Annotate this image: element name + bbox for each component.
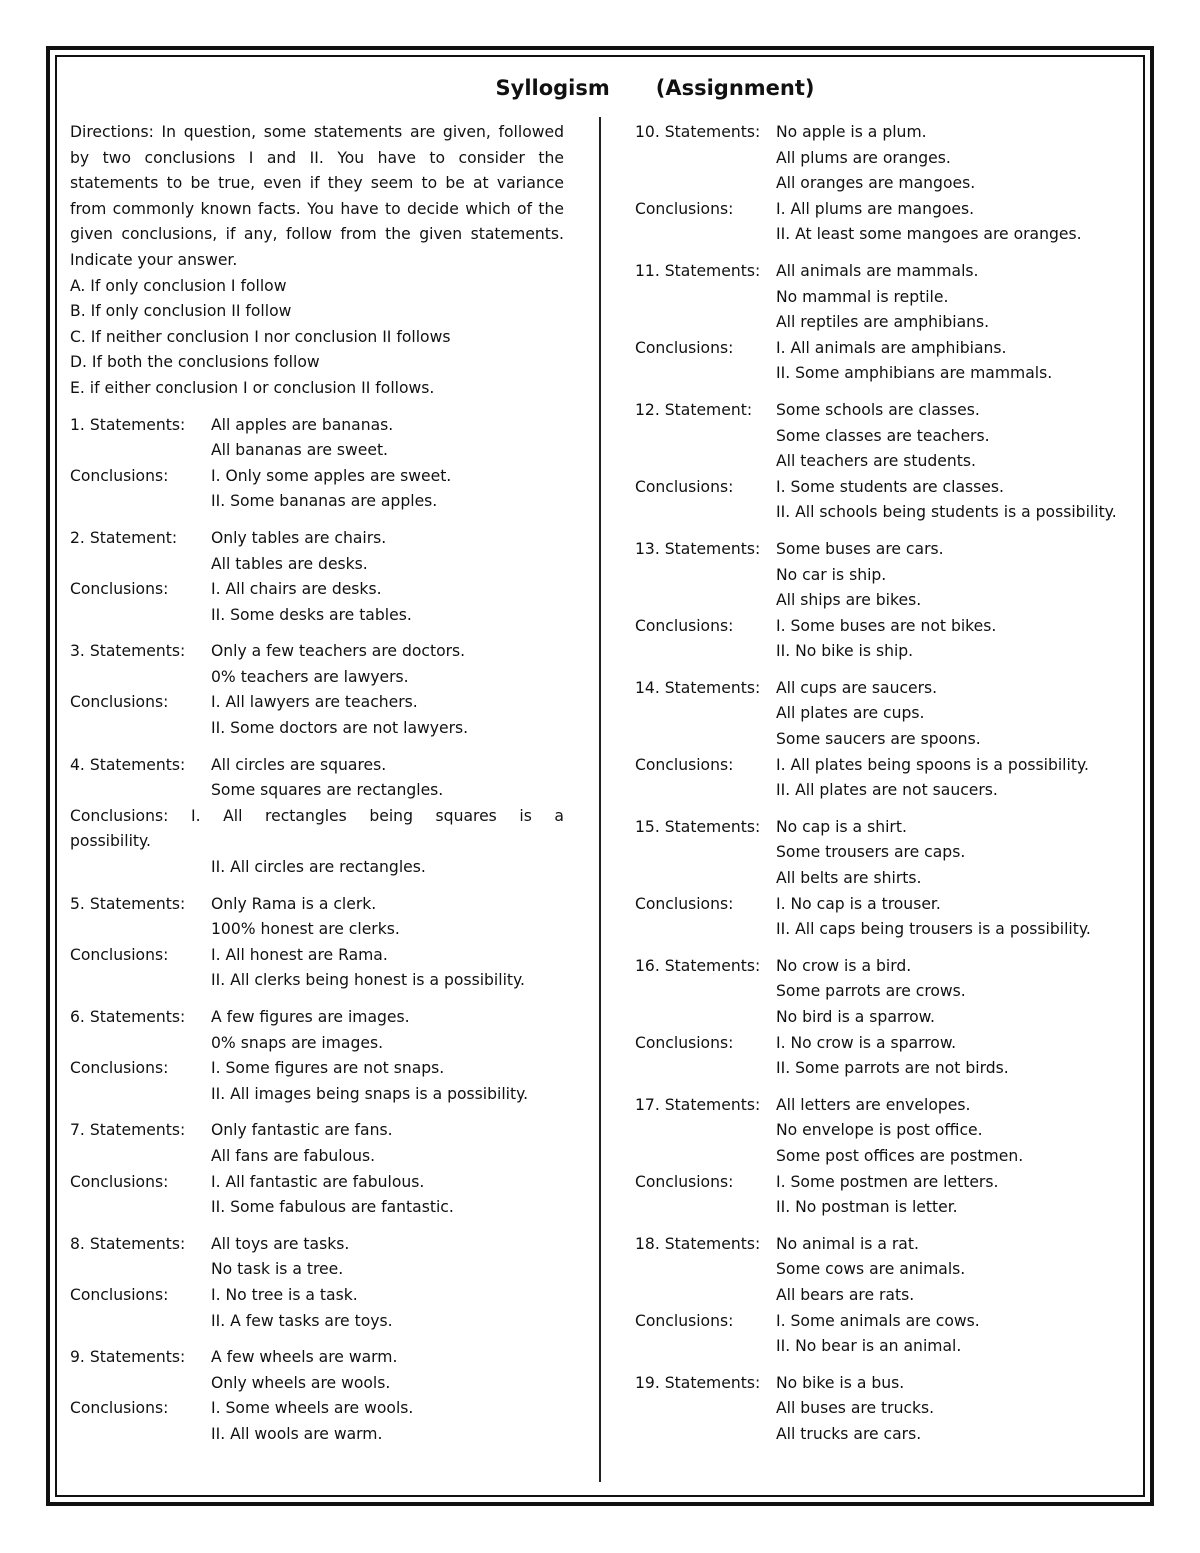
question-block: [635, 676, 1135, 804]
conclusion-row: [635, 1309, 1135, 1335]
statement-row: [635, 954, 1135, 980]
conclusion-row: [635, 1170, 1135, 1196]
statement-row: [635, 398, 1135, 424]
conclusion-row: [635, 892, 1135, 918]
conclusion-row: [70, 716, 564, 742]
question-block: [635, 398, 1135, 526]
conclusion-row: [70, 489, 564, 515]
conclusion-text: I. Some wheels are wools.: [211, 1399, 414, 1418]
column-divider: [599, 117, 601, 1482]
statement-text: A few figures are images.: [211, 1008, 410, 1026]
conclusion-row: [635, 1031, 1135, 1057]
conclusion-text: I. All chairs are desks.: [211, 580, 382, 599]
conclusion-row: [635, 1334, 1135, 1360]
conclusions-label: Conclusions:: [635, 616, 734, 635]
label-spacer: [70, 1257, 211, 1283]
label-spacer: [635, 1118, 776, 1144]
option-b: B. If only conclusion II follow: [70, 302, 292, 321]
page-title: [0, 76, 1200, 100]
conclusion-text: II. All schools being students is a possibility.: [776, 503, 1117, 522]
statement-row: [70, 917, 564, 943]
conclusion-row: [70, 1195, 564, 1221]
conclusion-text: II. Some fabulous are fantastic.: [211, 1198, 454, 1217]
label-spacer: [635, 1056, 776, 1082]
statement-text: No bike is a bus.: [776, 1373, 905, 1392]
conclusion-text: II. No bike is ship.: [776, 642, 914, 661]
statement-text: All letters are envelopes.: [776, 1095, 971, 1114]
question-block: [635, 120, 1135, 248]
question-label: 3. Statements:: [70, 642, 186, 661]
label-spacer: [635, 500, 776, 526]
statement-row: [635, 727, 1135, 753]
conclusion-row: [635, 500, 1135, 526]
label-spacer: [635, 310, 776, 336]
statement-row: [635, 1396, 1135, 1422]
statement-row: [635, 449, 1135, 475]
statement-row: [635, 1093, 1135, 1119]
answer-options: [70, 274, 564, 402]
question-label: 15. Statements:: [635, 817, 761, 836]
conclusion-row: [70, 1082, 564, 1108]
conclusions-label: Conclusions:: [635, 1311, 734, 1330]
label-spacer: [635, 840, 776, 866]
conclusion-text: I. Only some apples are sweet.: [211, 466, 452, 485]
conclusions-label: Conclusions:: [70, 1059, 169, 1078]
question-block: [635, 954, 1135, 1082]
label-spacer: [635, 449, 776, 475]
conclusion-row: [635, 475, 1135, 501]
statement-row: [635, 1257, 1135, 1283]
label-spacer: [70, 438, 211, 464]
question-block: [70, 892, 564, 994]
question-label: 4. Statements:: [70, 755, 186, 774]
conclusion-text: II. All images being snaps is a possibility.: [211, 1084, 529, 1103]
conclusion-text: I. Some students are classes.: [776, 477, 1004, 496]
title-main: Syllogism: [495, 76, 610, 100]
conclusion-row: [70, 943, 564, 969]
statement-text: 100% honest are clerks.: [211, 920, 400, 939]
statement-row: [635, 1232, 1135, 1258]
statement-row: [70, 1005, 564, 1031]
label-spacer: [635, 563, 776, 589]
statement-row: [635, 979, 1135, 1005]
question-list-left: [70, 413, 564, 1448]
question-label: 13. Statements:: [635, 539, 761, 558]
statement-row: [635, 588, 1135, 614]
statement-text: Only Rama is a clerk.: [211, 894, 377, 913]
question-label: 14. Statements:: [635, 678, 761, 697]
question-label: 7. Statements:: [70, 1121, 186, 1140]
conclusion-row: [635, 361, 1135, 387]
label-spacer: [635, 701, 776, 727]
conclusions-label: Conclusions:: [70, 945, 169, 964]
conclusions-label: Conclusions:: [635, 477, 734, 496]
statement-text: Only tables are chairs.: [211, 528, 387, 547]
question-label: 2. Statement:: [70, 528, 178, 547]
statement-row: [635, 1144, 1135, 1170]
question-label: 12. Statement:: [635, 400, 753, 419]
question-label: 16. Statements:: [635, 956, 761, 975]
statement-row: [70, 438, 564, 464]
statement-text: No car is ship.: [776, 565, 887, 584]
conclusion-row: [635, 1195, 1135, 1221]
statement-row: [70, 552, 564, 578]
statement-text: Some cows are animals.: [776, 1260, 966, 1279]
question-block: [70, 526, 564, 628]
statement-text: No envelope is post office.: [776, 1121, 983, 1140]
statement-text: No crow is a bird.: [776, 956, 912, 975]
left-column: [70, 120, 564, 1448]
statement-text: No mammal is reptile.: [776, 287, 949, 306]
conclusions-label: Conclusions:: [635, 338, 734, 357]
conclusion-text: I. No tree is a task.: [211, 1285, 358, 1304]
label-spacer: [635, 1195, 776, 1221]
conclusions-label: Conclusions:: [635, 894, 734, 913]
conclusion-row: [635, 336, 1135, 362]
conclusions-label: Conclusions:: [70, 693, 169, 712]
statement-row: [635, 537, 1135, 563]
label-spacer: [70, 917, 211, 943]
question-block: [70, 639, 564, 741]
statement-row: [70, 1144, 564, 1170]
statement-row: [635, 1371, 1135, 1397]
statement-text: 0% snaps are images.: [211, 1033, 384, 1052]
question-label: 18. Statements:: [635, 1234, 761, 1253]
conclusion-text: II. No postman is letter.: [776, 1198, 958, 1217]
question-block: [635, 1093, 1135, 1221]
conclusion-text: I. Some animals are cows.: [776, 1311, 980, 1330]
statement-row: [635, 866, 1135, 892]
conclusion-row: [635, 197, 1135, 223]
statement-text: A few wheels are warm.: [211, 1348, 398, 1367]
conclusion-text: II. At least some mangoes are oranges.: [776, 225, 1082, 244]
label-spacer: [70, 716, 211, 742]
conclusions-label: Conclusions:: [70, 466, 169, 485]
conclusion-text: I. All honest are Rama.: [211, 945, 388, 964]
statement-row: [635, 1005, 1135, 1031]
option-d: D. If both the conclusions follow: [70, 353, 320, 372]
statement-text: All trucks are cars.: [776, 1424, 922, 1443]
conclusion-text: II. No bear is an animal.: [776, 1337, 962, 1356]
conclusion-text: II. All plates are not saucers.: [776, 781, 998, 800]
conclusion-row: [70, 1422, 564, 1448]
label-spacer: [70, 1195, 211, 1221]
title-sub: (Assignment): [655, 76, 815, 100]
label-spacer: [70, 855, 211, 881]
label-spacer: [635, 285, 776, 311]
label-spacer: [635, 1396, 776, 1422]
statement-row: [70, 1371, 564, 1397]
conclusion-row: [635, 778, 1135, 804]
statement-text: Some squares are rectangles.: [211, 781, 444, 800]
question-label: 10. Statements:: [635, 123, 761, 141]
statement-text: All toys are tasks.: [211, 1234, 350, 1253]
statement-text: All cups are saucers.: [776, 678, 938, 697]
label-spacer: [635, 171, 776, 197]
statement-text: Only a few teachers are doctors.: [211, 642, 466, 661]
statement-row: [635, 285, 1135, 311]
statement-text: All tables are desks.: [211, 554, 368, 573]
conclusion-row: [635, 639, 1135, 665]
label-spacer: [635, 1334, 776, 1360]
conclusion-text: II. Some desks are tables.: [211, 605, 412, 624]
conclusions-label: Conclusions:: [70, 1285, 169, 1304]
directions-text: Directions: In question, some statements are given, followed by two conclusions I and II. You have to consider the statements to be true, even if they seem to be at variance from commonly known facts. You have to decide which of the given conclusions, if any, follow from the given statements. Indicate your answer.: [70, 123, 564, 269]
label-spacer: [635, 222, 776, 248]
conclusion-text: I. All fantastic are fabulous.: [211, 1172, 425, 1191]
question-label: 17. Statements:: [635, 1095, 761, 1114]
question-block: [635, 1232, 1135, 1360]
label-spacer: [635, 424, 776, 450]
label-spacer: [70, 1144, 211, 1170]
question-label: 6. Statements:: [70, 1008, 186, 1026]
label-spacer: [635, 146, 776, 172]
label-spacer: [635, 917, 776, 943]
conclusion-row: [70, 690, 564, 716]
statement-text: No animal is a rat.: [776, 1234, 919, 1253]
statement-text: Some post offices are postmen.: [776, 1146, 1024, 1165]
statement-row: [70, 526, 564, 552]
statement-text: All apples are bananas.: [211, 415, 394, 434]
conclusion-text: II. All caps being trousers is a possibility.: [776, 920, 1091, 939]
conclusion-row: [70, 464, 564, 490]
label-spacer: [635, 361, 776, 387]
statement-text: All circles are squares.: [211, 755, 387, 774]
label-spacer: [635, 778, 776, 804]
statement-text: No task is a tree.: [211, 1260, 344, 1279]
question-block: [635, 259, 1135, 387]
statement-row: [635, 120, 1135, 146]
label-spacer: [635, 1005, 776, 1031]
label-spacer: [70, 1031, 211, 1057]
conclusion-row: [635, 753, 1135, 779]
conclusion-text: II. A few tasks are toys.: [211, 1311, 393, 1330]
statement-text: No bird is a sparrow.: [776, 1008, 935, 1026]
question-label: 5. Statements:: [70, 894, 186, 913]
option-a: A. If only conclusion I follow: [70, 276, 287, 295]
conclusion-row: [70, 1396, 564, 1422]
statement-text: Some schools are classes.: [776, 400, 980, 419]
statement-row: [70, 1031, 564, 1057]
question-block: [70, 1232, 564, 1334]
statement-row: [70, 639, 564, 665]
question-label: 9. Statements:: [70, 1348, 186, 1367]
label-spacer: [635, 727, 776, 753]
label-spacer: [70, 1371, 211, 1397]
conclusion-row: [70, 968, 564, 994]
label-spacer: [70, 665, 211, 691]
label-spacer: [70, 552, 211, 578]
statement-row: [635, 840, 1135, 866]
question-list-right: [635, 120, 1135, 1448]
question-block: [635, 537, 1135, 665]
statement-text: Only fantastic are fans.: [211, 1121, 393, 1140]
conclusions-label: Conclusions:: [635, 755, 734, 774]
conclusion-text-continued: possibility.: [70, 832, 151, 851]
conclusion-text: II. Some parrots are not birds.: [776, 1059, 1009, 1078]
conclusion-text: I. Some postmen are letters.: [776, 1172, 999, 1191]
conclusion-text: II. All circles are rectangles.: [211, 858, 426, 877]
conclusion-row: [70, 1170, 564, 1196]
question-block: [70, 1005, 564, 1107]
statement-row: [70, 413, 564, 439]
label-spacer: [70, 778, 211, 804]
conclusion-text: I. Some buses are not bikes.: [776, 616, 997, 635]
statement-row: [70, 778, 564, 804]
conclusion-text: I. All plates being spoons is a possibility.: [776, 755, 1089, 774]
statement-row: [635, 1118, 1135, 1144]
statement-row: [70, 753, 564, 779]
statement-row: [635, 815, 1135, 841]
statement-row: [635, 259, 1135, 285]
conclusion-row: [70, 603, 564, 629]
question-label: 11. Statements:: [635, 261, 761, 280]
conclusions-label: Conclusions:: [70, 1399, 169, 1418]
statement-row: [70, 1118, 564, 1144]
statement-text: All bananas are sweet.: [211, 441, 389, 460]
label-spacer: [635, 1422, 776, 1448]
statement-row: [70, 1257, 564, 1283]
conclusion-text: II. Some bananas are apples.: [211, 492, 438, 511]
statement-text: All animals are mammals.: [776, 261, 979, 280]
statement-row: [635, 1283, 1135, 1309]
statement-text: All belts are shirts.: [776, 869, 922, 888]
statement-row: [70, 665, 564, 691]
question-label: 8. Statements:: [70, 1234, 186, 1253]
conclusion-row: [635, 222, 1135, 248]
conclusion-row: [70, 1309, 564, 1335]
statement-row: [635, 146, 1135, 172]
statement-row: [635, 171, 1135, 197]
right-column: [635, 120, 1135, 1448]
conclusion-text: II. All clerks being honest is a possibility.: [211, 971, 525, 990]
statement-text: All buses are trucks.: [776, 1399, 935, 1418]
label-spacer: [70, 1422, 211, 1448]
statement-row: [70, 1345, 564, 1371]
statement-row: [635, 701, 1135, 727]
statement-text: All fans are fabulous.: [211, 1146, 376, 1165]
question-block: [635, 1371, 1135, 1448]
conclusion-row: [635, 1056, 1135, 1082]
statement-row: [70, 1232, 564, 1258]
statement-row: [635, 676, 1135, 702]
conclusions-label: Conclusions:: [70, 580, 169, 599]
statement-row: [635, 1422, 1135, 1448]
label-spacer: [70, 1082, 211, 1108]
statement-text: Some saucers are spoons.: [776, 730, 981, 749]
option-e: E. if either conclusion I or conclusion II follows.: [70, 378, 435, 397]
label-spacer: [70, 489, 211, 515]
statement-text: All bears are rats.: [776, 1285, 915, 1304]
conclusions-label: Conclusions:: [635, 1172, 734, 1191]
question-label: 19. Statements:: [635, 1373, 761, 1392]
conclusion-text: I. No crow is a sparrow.: [776, 1033, 957, 1052]
conclusion-text: I. All plums are mangoes.: [776, 199, 975, 218]
statement-row: [635, 424, 1135, 450]
statement-text: No cap is a shirt.: [776, 817, 907, 836]
conclusion-text: I. No cap is a trouser.: [776, 894, 941, 913]
label-spacer: [635, 866, 776, 892]
statement-text: No apple is a plum.: [776, 123, 927, 141]
conclusion-wrapped: [70, 804, 564, 830]
statement-row: [635, 563, 1135, 589]
label-spacer: [635, 1257, 776, 1283]
statement-row: [635, 310, 1135, 336]
question-block: [70, 1345, 564, 1447]
conclusion-row: [70, 1283, 564, 1309]
question-block: [70, 413, 564, 515]
conclusions-label: Conclusions:: [635, 199, 734, 218]
conclusion-row: [70, 855, 564, 881]
statement-text: All ships are bikes.: [776, 591, 922, 610]
question-block: [635, 815, 1135, 943]
statement-text: 0% teachers are lawyers.: [211, 667, 409, 686]
label-spacer: [635, 588, 776, 614]
conclusion-row: [635, 614, 1135, 640]
statement-text: All teachers are students.: [776, 452, 976, 471]
label-spacer: [70, 1309, 211, 1335]
statement-row: [70, 892, 564, 918]
conclusion-text-part: I. All rectangles being squares is a: [190, 806, 564, 825]
label-spacer: [70, 968, 211, 994]
directions: [70, 120, 564, 402]
conclusion-row: [635, 917, 1135, 943]
conclusions-label: Conclusions:: [635, 1033, 734, 1052]
statement-text: Some buses are cars.: [776, 539, 944, 558]
question-label: 1. Statements:: [70, 415, 186, 434]
conclusion-text: I. All animals are amphibians.: [776, 338, 1007, 357]
statement-text: All reptiles are amphibians.: [776, 313, 990, 332]
label-spacer: [635, 1283, 776, 1309]
statement-text: All oranges are mangoes.: [776, 174, 976, 193]
conclusion-text: II. All wools are warm.: [211, 1424, 383, 1443]
statement-text: All plums are oranges.: [776, 148, 951, 167]
question-block: [70, 753, 564, 881]
statement-text: Some parrots are crows.: [776, 982, 966, 1001]
statement-text: Some trousers are caps.: [776, 843, 966, 862]
statement-text: All plates are cups.: [776, 704, 925, 723]
conclusion-row: [70, 1056, 564, 1082]
conclusion-text: II. Some amphibians are mammals.: [776, 364, 1053, 383]
label-spacer: [635, 1144, 776, 1170]
option-c: C. If neither conclusion I nor conclusion II follows: [70, 327, 451, 346]
conclusions-label: Conclusions:: [70, 806, 169, 825]
statement-text: Some classes are teachers.: [776, 426, 990, 445]
label-spacer: [635, 639, 776, 665]
label-spacer: [70, 603, 211, 629]
conclusions-label: Conclusions:: [70, 1172, 169, 1191]
conclusion-text: II. Some doctors are not lawyers.: [211, 719, 469, 738]
statement-text: Only wheels are wools.: [211, 1373, 391, 1392]
conclusion-text: I. All lawyers are teachers.: [211, 693, 418, 712]
label-spacer: [635, 979, 776, 1005]
conclusion-row: [70, 577, 564, 603]
conclusion-text: I. Some figures are not snaps.: [211, 1059, 445, 1078]
question-block: [70, 1118, 564, 1220]
